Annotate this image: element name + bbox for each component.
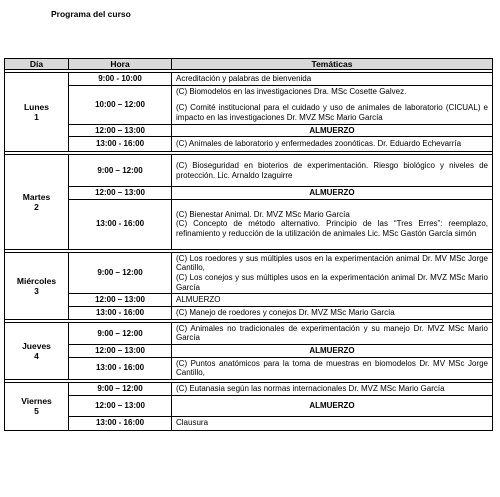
schedule-row <box>5 344 493 357</box>
hour-cell: 9:00 – 12:00 <box>69 382 172 395</box>
topic-line: (C) Bioseguridad en bioterios de experimentación. Riesgo biológico y niveles de protección. Lic. Arnaldo Izaguirre <box>176 161 488 180</box>
day-cell <box>5 252 69 319</box>
topic-line: ALMUERZO <box>309 345 355 355</box>
topic-line: (C) Bienestar Animal. Dr. MVZ MSc Mario García <box>176 209 350 219</box>
topic-cell <box>172 252 493 293</box>
topic-cell <box>172 322 493 344</box>
topic-line: Acreditación y palabras de bienvenida <box>176 74 312 84</box>
topic-line: ALMUERZO <box>309 188 355 198</box>
table-header-row <box>5 59 493 70</box>
day-name: Viernes <box>21 396 52 406</box>
hour-cell: 13:00 - 16:00 <box>69 357 172 379</box>
topic-line: (C) Comité institucional para el cuidado y uso de animales de laboratorio (CICUAL) e impacto en las investigaciones Dr. MVZ MSc Mario García <box>176 103 488 122</box>
topic-cell <box>172 155 493 187</box>
schedule-row <box>5 382 493 395</box>
document-title: Programa del curso <box>51 9 131 19</box>
header-topics: Temáticas <box>172 59 493 70</box>
topic-line: (C) Eutanasia según las normas internacionales Dr. MVZ MSc Mario García <box>176 383 445 393</box>
topic-line: (C) Manejo de roedores y conejos Dr. MVZ MSc Mario García <box>176 307 395 317</box>
schedule-row <box>5 124 493 137</box>
day-cell <box>5 155 69 250</box>
topic-cell <box>172 306 493 319</box>
day-number: 2 <box>34 201 39 212</box>
hour-cell: 9:00 - 10:00 <box>69 73 172 86</box>
topic-cell <box>172 199 493 249</box>
schedule-row <box>5 137 493 152</box>
topic-line: (C) Los roedores y sus múltiples usos en la experimentación animal Dr. MV MSc Jorge Cantillo, <box>176 253 488 273</box>
lunch-cell <box>172 395 493 416</box>
lunch-cell <box>172 344 493 357</box>
hour-cell: 9:00 – 12:00 <box>69 252 172 293</box>
topic-cell <box>172 137 493 152</box>
day-cell <box>5 382 69 430</box>
schedule-row <box>5 322 493 344</box>
topic-line: ALMUERZO <box>309 400 355 410</box>
schedule-row <box>5 73 493 86</box>
topic-line: (C) Puntos anatómicos para la toma de muestras en biomodelos Dr. MV MSc Jorge Cantillo, <box>176 358 488 378</box>
day-number: 4 <box>34 350 39 361</box>
hour-cell: 9:00 – 12:00 <box>69 155 172 187</box>
hour-cell: 10:00 – 12:00 <box>69 85 172 124</box>
lunch-cell <box>172 294 493 307</box>
day-name: Lunes <box>23 101 50 112</box>
hour-cell: 12:00 – 13:00 <box>69 344 172 357</box>
schedule-row <box>5 199 493 249</box>
hour-cell: 13:00 - 16:00 <box>69 416 172 430</box>
schedule-row <box>5 416 493 430</box>
hour-cell: 13:00 - 16:00 <box>69 199 172 249</box>
day-name: Martes <box>22 191 51 202</box>
schedule-row <box>5 294 493 307</box>
schedule-row <box>5 252 493 293</box>
hour-cell: 12:00 – 13:00 <box>69 294 172 307</box>
day-name: Jueves <box>22 340 51 351</box>
topic-cell <box>172 357 493 379</box>
topic-line: (C) Animales no tradicionales de experimentación y su manejo Dr. MVZ MSc Mario García <box>176 323 488 343</box>
hour-cell: 13:00 - 16:00 <box>69 306 172 319</box>
topic-line <box>176 96 488 103</box>
day-name: Miércoles <box>16 275 57 286</box>
day-number: 5 <box>34 406 39 417</box>
topic-line: ALMUERZO <box>309 125 355 135</box>
header-hour: Hora <box>69 59 172 70</box>
schedule-body <box>5 70 493 431</box>
hour-cell: 12:00 – 13:00 <box>69 395 172 416</box>
hour-cell: 9:00 – 12:00 <box>69 322 172 344</box>
hour-cell: 13:00 - 16:00 <box>69 137 172 152</box>
hour-cell: 12:00 – 13:00 <box>69 187 172 200</box>
day-cell <box>5 73 69 152</box>
hour-cell: 12:00 – 13:00 <box>69 124 172 137</box>
topic-line: (C) Los conejos y sus múltiples usos en la experimentación animal Dr. MVZ MSc Mario García <box>176 272 488 292</box>
topic-line: (C) Animales de laboratorio y enfermedades zoonóticas. Dr. Eduardo Echevarría <box>176 139 462 149</box>
schedule-row <box>5 395 493 416</box>
topic-cell <box>172 382 493 395</box>
topic-line: (C) Biomodelos en las investigaciones Dra. MSc Cosette Galvez. <box>176 86 407 96</box>
schedule-row <box>5 306 493 319</box>
day-number: 1 <box>34 112 39 123</box>
day-cell <box>5 322 69 379</box>
schedule-row <box>5 85 493 124</box>
topic-cell <box>172 73 493 86</box>
schedule-row <box>5 155 493 187</box>
schedule-row <box>5 187 493 200</box>
schedule-row <box>5 357 493 379</box>
topic-cell <box>172 416 493 430</box>
day-number: 3 <box>34 285 39 296</box>
lunch-cell <box>172 187 493 200</box>
header-day: Día <box>5 59 69 70</box>
lunch-cell <box>172 124 493 137</box>
topic-line: ALMUERZO <box>176 295 221 305</box>
topic-cell <box>172 85 493 124</box>
course-schedule-table <box>4 58 493 431</box>
topic-line: Clausura <box>176 418 209 428</box>
topic-line: (C) Concepto de método alternativo. Principio de las “Tres Erres”: reemplazo, refinamiento y reducción de la utilización de animales Lic. MSc Gastón García simón <box>176 219 488 239</box>
